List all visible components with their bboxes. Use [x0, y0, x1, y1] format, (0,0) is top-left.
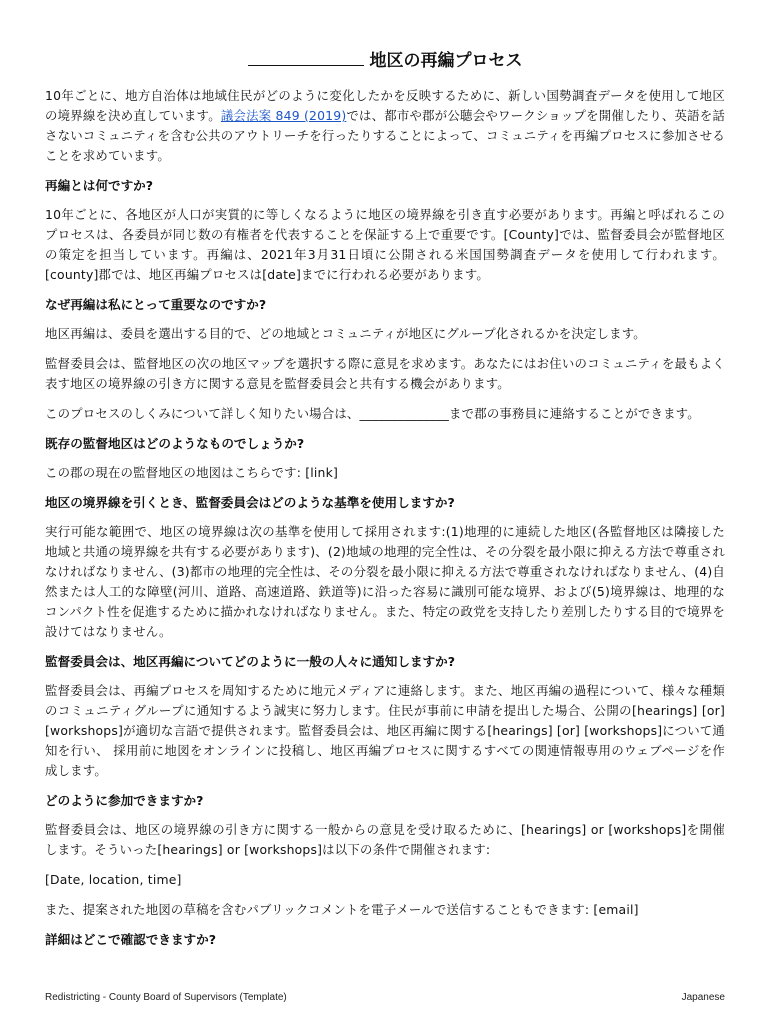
- section-paragraph: この郡の現在の監督地区の地図はこちらです: [link]: [45, 465, 338, 480]
- assembly-bill-link[interactable]: 議会法案 849 (2019): [220, 108, 347, 123]
- section-paragraph: 監督委員会は、地区の境界線の引き方に関する一般からの意見を受け取るために、[hearings] or [workshops]を開催します。そういった[hearings] or [workshops]は以下の条件で開催されます:: [45, 822, 725, 857]
- footer-document-title: Redistricting - County Board of Supervisors (Template): [45, 992, 287, 1003]
- section-paragraph: 地区再編は、委員を選出する目的で、どの地域とコミュニティが地区にグループ化されるかを決定します。: [45, 326, 646, 341]
- title-text: 地区の再編プロセス: [369, 51, 523, 71]
- section-paragraph: [Date, location, time]: [45, 872, 182, 887]
- section-heading-more-info: 詳細はどこで確認できますか?: [45, 932, 217, 947]
- section-heading-criteria: 地区の境界線を引くとき、監督委員会はどのような基準を使用しますか?: [45, 495, 455, 510]
- section-heading-what-is-redistricting: 再編とは何ですか?: [45, 178, 154, 193]
- title-blank-line: [248, 49, 364, 66]
- section-heading-why-important: なぜ再編は私にとって重要なのですか?: [45, 297, 267, 312]
- section-paragraph: 監督委員会は、監督地区の次の地区マップを選択する際に意見を求めます。あなたにはお住いのコミュニティを最もよく表す地区の境界線の引き方に関する意見を監督委員会と共有する機会があります。: [45, 356, 725, 391]
- intro-paragraph: 10年ごとに、地方自治体は地域住民がどのように変化したかを反映するために、新しい国勢調査データを使用して地区の境界線を決め直しています。議会法案 849 (2019)では、都市や郡が公聴会やワークショップを開催したり、英語を話さないコミュニティを含む公共のアウトリーチを行ったりすることによって、コミュニティを再編プロセスに参加させることを求めています。: [45, 88, 725, 163]
- section-paragraph: 実行可能な範囲で、地区の境界線は次の基準を使用して採用されます:(1)地理的に連続した地区(各監督地区は隣接した地域と共通の境界線を共有する必要があります)、(2)地域の地理的完全性は、その分裂を最小限に抑える方法で尊重されなければなりません、(3)都市の地理的完全性は、その分裂を最小限に抑える方法で尊重されなければなりません、(4)自然または人工的な障壁(河川、道路、高速道路、鉄道等)に沿った容易に識別可能な境界、および(5)境界線は、地理的なコンパクト性を促進するために描かれなければなりません。また、特定の政党を支持したり差別したりする目的で境界を設けてはなりません。: [45, 524, 725, 639]
- section-heading-public-notice: 監督委員会は、地区再編についてどのように一般の人々に通知しますか?: [45, 654, 456, 669]
- section-heading-how-to-participate: どのように参加できますか?: [45, 793, 204, 808]
- section-paragraph: 監督委員会は、再編プロセスを周知するために地元メディアに連絡します。また、地区再編の過程について、様々な種類のコミュニティグループに通知するよう誠実に努力します。住民が事前に申請を提出した場合、公開の[hearings] [or] [workshops]が適切な言語で提供されます。監督委員会は、地区再編に関する[hearings] [or] [workshops]について通知を行い、 採用前に地図をオンラインに投稿し、地区再編プロセスに関するすべての関連情報専用のウェブページを作成します。: [45, 683, 725, 778]
- section-paragraph: また、提案された地図の草稿を含むパブリックコメントを電子メールで送信することもできます: [email]: [45, 902, 639, 917]
- section-paragraph: このプロセスのしくみについて詳しく知りたい場合は、______________まで郡の事務員に連絡することができます。: [45, 406, 700, 421]
- page-title: [45, 46, 725, 71]
- section-paragraph: 10年ごとに、各地区が人口が実質的に等しくなるように地区の境界線を引き直す必要があります。再編と呼ばれるこのプロセスは、各委員が同じ数の有権者を代表することを保証する上で重要です。[County]では、監督委員会が監督地区の策定を担当しています。再編は、2021年3月31日頃に公開される米国国勢調査データを使用して行われます。[county]郡では、地区再編プロセスは[date]までに行われる必要があります。: [45, 207, 725, 282]
- document-body: [45, 86, 725, 959]
- footer-language: Japanese: [681, 992, 725, 1003]
- section-heading-existing-districts: 既存の監督地区はどのようなものでしょうか?: [45, 436, 305, 451]
